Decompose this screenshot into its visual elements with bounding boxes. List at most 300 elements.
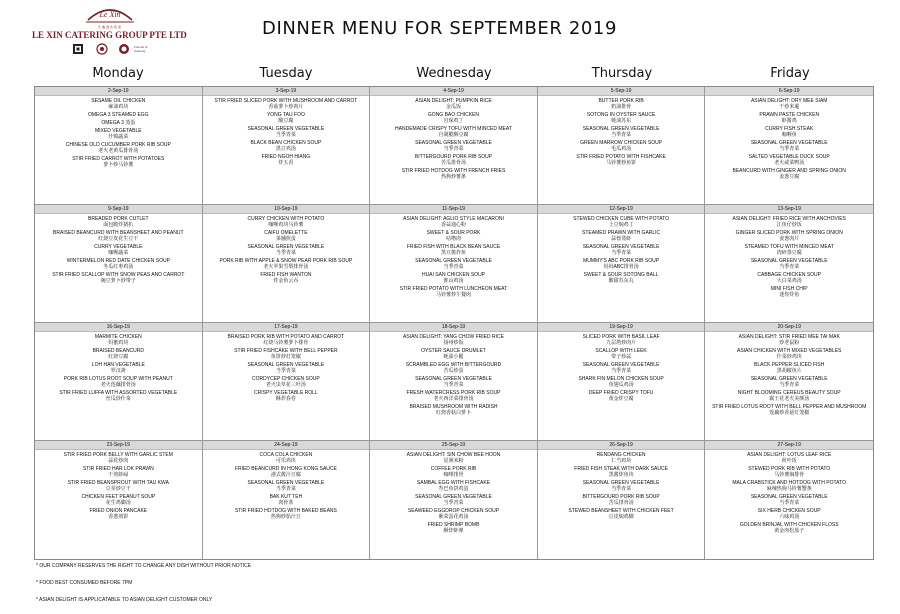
dish-name-english: CURRY CHICKEN WITH POTATO bbox=[247, 216, 325, 222]
dish-item bbox=[705, 388, 873, 402]
dish-item bbox=[370, 520, 537, 534]
dish-name-english: CURRY VEGETABLE bbox=[94, 244, 143, 250]
dish-item bbox=[203, 506, 370, 520]
dish-item bbox=[705, 360, 873, 374]
dish-name-chinese: 香蒜通心粉 bbox=[440, 222, 466, 228]
dish-name-chinese: 萝卜炒马铃薯 bbox=[103, 162, 134, 168]
dish-name-english: SIX HERB CHICKEN SOUP bbox=[757, 508, 821, 514]
dish-item bbox=[538, 346, 705, 360]
dish-name-english: COFFEE PORK RIB bbox=[430, 466, 477, 472]
dish-name-english: CORDYCEP CHICKEN SOUP bbox=[252, 376, 320, 382]
dish-item bbox=[538, 270, 705, 284]
dish-item bbox=[370, 492, 537, 506]
footnote: * ASIAN DELIGHT IS APPLICATABLE TO ASIAN DELIGHT CUSTOMER ONLY bbox=[36, 597, 213, 603]
dish-name-english: STIR FRIED POTATO WITH FISHCAKE bbox=[576, 154, 666, 160]
dish-name-english: FRIED SHRIMP BOMB bbox=[427, 522, 480, 528]
dish-name-chinese: 干炒米暹 bbox=[779, 104, 800, 110]
dish-name-english: BRAISED MUSHROOM WITH RADISH bbox=[409, 404, 498, 410]
dish-item bbox=[705, 256, 873, 270]
dish-name-chinese: 干煎虾碌 bbox=[108, 472, 129, 478]
dish-item bbox=[705, 242, 873, 256]
dish-name-english: STIR FRIED POTATO WITH LUNCHEON MEAT bbox=[399, 286, 508, 292]
dish-item bbox=[370, 360, 537, 374]
dish-name-chinese: 老火老黄瓜排骨汤 bbox=[98, 148, 139, 154]
dish-name-english: ASIAN DELIGHT: LOTUS LEAF RICE bbox=[747, 452, 832, 458]
dish-item bbox=[705, 464, 873, 478]
dish-item bbox=[35, 140, 202, 154]
dish-item bbox=[705, 450, 873, 464]
dish-name-chinese: 苦瓜排骨汤 bbox=[440, 160, 466, 166]
day-header-monday: Monday bbox=[92, 66, 144, 81]
dish-name-chinese: 黄金肉松茄子 bbox=[774, 528, 805, 534]
dish-name-english: SWEET & SOUR PORK bbox=[426, 230, 481, 236]
dish-name-chinese: 黄金炸豆腐 bbox=[608, 396, 634, 402]
dish-item bbox=[705, 492, 873, 506]
dish-name-english: DEEP FRIED CRISPY TOFU bbox=[588, 390, 654, 396]
dish-item bbox=[705, 402, 873, 416]
dish-name-english: STIR FRIED SLICED PORK WITH MUSHROOM AND CARROT bbox=[214, 98, 358, 104]
dish-name-english: OYSTER SAUCE DRUMLET bbox=[421, 348, 486, 354]
dish-name-english: SEASONAL GREEN VEGETABLE bbox=[582, 126, 660, 132]
menu-cell-thursday bbox=[538, 87, 706, 205]
dish-name-english: BITTERGOURD PORK RIB SOUP bbox=[414, 154, 493, 160]
dish-name-english: STEWED CHICKEN CUBE WITH POTATO bbox=[573, 216, 670, 222]
menu-grid bbox=[34, 86, 874, 560]
dish-name-english: FRIED NGOH HIANG bbox=[261, 154, 311, 160]
dish-item bbox=[203, 214, 370, 228]
logo-text: Le Xin bbox=[99, 10, 121, 19]
dish-item bbox=[203, 332, 370, 346]
dish-name-english: SCRAMBLED EGG WITH BITTERGOURD bbox=[405, 362, 502, 368]
dish-name-english: CHINESE OLD CUCUMBER PORK RIB SOUP bbox=[65, 142, 171, 148]
dish-name-english: SHARK FIN MELON CHICKEN SOUP bbox=[578, 376, 664, 382]
dish-item bbox=[35, 374, 202, 388]
dish-item bbox=[370, 256, 537, 270]
dish-item bbox=[370, 214, 537, 228]
dish-name-english: BRAISED BEANCURD WITH BEANSHEET AND PEANUT bbox=[53, 230, 184, 236]
dish-item bbox=[35, 506, 202, 520]
dish-name-chinese: 什锦蔬菜 bbox=[108, 134, 129, 140]
dish-item bbox=[538, 360, 705, 374]
dish-item bbox=[705, 228, 873, 242]
dish-name-chinese: 老火苹果雪梨排骨汤 bbox=[263, 264, 309, 270]
dish-name-chinese: 带子炒蒜 bbox=[611, 354, 632, 360]
dish-item bbox=[35, 478, 202, 492]
menu-date: 19-Sep-19 bbox=[538, 323, 705, 332]
dish-name-english: SEASONAL GREEN VEGETABLE bbox=[750, 258, 828, 264]
dish-item bbox=[705, 374, 873, 388]
dish-item bbox=[370, 478, 537, 492]
menu-cell-friday bbox=[705, 205, 873, 323]
dish-name-chinese: 虾酱鸡 bbox=[781, 118, 797, 124]
dish-item bbox=[705, 166, 873, 180]
dish-item bbox=[538, 332, 705, 346]
dish-item bbox=[538, 464, 705, 478]
dish-item bbox=[370, 124, 537, 138]
dish-name-chinese: 红烧马铃薯萝卜排骨 bbox=[263, 340, 309, 346]
dish-name-chinese: 热狗炒茄汁豆 bbox=[270, 514, 301, 520]
dish-name-english: BITTERGOURD PORK RIB SOUP bbox=[582, 494, 660, 500]
day-header-thursday: Thursday bbox=[591, 66, 653, 81]
dish-name-english: SEASONAL GREEN VEGETABLE bbox=[750, 376, 828, 382]
menu-cell-tuesday bbox=[203, 205, 371, 323]
menu-date: 26-Sep-19 bbox=[538, 441, 705, 450]
dish-item bbox=[538, 110, 705, 124]
dish-name-chinese: 蒜花炒肉 bbox=[108, 458, 129, 464]
dish-name-chinese: 港式酱汁豆腐 bbox=[270, 472, 301, 478]
dish-name-chinese: 宫保鸡丁 bbox=[443, 118, 464, 124]
quality-seal-icon bbox=[118, 43, 130, 55]
dish-name-english: GINGER SLICED PORK WITH SPRING ONION bbox=[735, 230, 843, 236]
dish-name-chinese: 当季青菜 bbox=[611, 368, 632, 374]
dish-name-chinese: 炸金鱼云吞 bbox=[273, 278, 299, 284]
dish-name-english: BLACK PEPPER SLICED FISH bbox=[754, 362, 825, 368]
dish-name-english: FRESH WATERCRESS PORK RIB SOUP bbox=[406, 390, 501, 396]
menu-cell-wednesday bbox=[370, 205, 538, 323]
dish-name-chinese: 当季青菜 bbox=[275, 132, 296, 138]
dish-name-english: STIR FRIED PORK BELLY WITH GARLIC STEM bbox=[63, 452, 173, 458]
dish-name-chinese: 鱼翅瓜鸡汤 bbox=[608, 382, 634, 388]
dish-name-chinese: 酿豆腐 bbox=[278, 118, 294, 124]
dish-name-chinese: 老火莲藕排骨汤 bbox=[100, 382, 136, 388]
dish-name-chinese: 黑胡椒鱼片 bbox=[776, 368, 802, 374]
menu-date: 25-Sep-19 bbox=[370, 441, 537, 450]
dish-item bbox=[538, 492, 705, 506]
dish-name-chinese: 当季青菜 bbox=[611, 250, 632, 256]
dish-item bbox=[35, 464, 202, 478]
dish-name-english: BRAISED BEANCURD bbox=[92, 348, 144, 354]
dish-name-chinese: 鱼饼炒灯笼椒 bbox=[270, 354, 301, 360]
dish-item bbox=[705, 152, 873, 166]
dish-item bbox=[35, 346, 202, 360]
dish-name-english: SEASONAL GREEN VEGETABLE bbox=[582, 244, 660, 250]
dish-name-chinese: 红烧香菇白萝卜 bbox=[435, 410, 471, 416]
dish-item bbox=[370, 464, 537, 478]
dish-item bbox=[370, 152, 537, 166]
dish-name-chinese: 咕噜肉 bbox=[445, 236, 461, 242]
menu-cell-friday bbox=[705, 87, 873, 205]
dish-item bbox=[705, 284, 873, 298]
dish-name-english: SEASONAL GREEN VEGETABLE bbox=[750, 140, 828, 146]
dish-name-english: ASIAN DELIGHT: FRIED RICE WITH ANCHOVIES bbox=[732, 216, 846, 222]
dish-item bbox=[705, 96, 873, 110]
dish-name-chinese: 黑豆鸡汤 bbox=[275, 146, 296, 152]
dish-name-chinese: 酥炸春卷 bbox=[275, 396, 296, 402]
dish-item bbox=[705, 478, 873, 492]
dish-item bbox=[203, 152, 370, 166]
dish-name-english: SEASONAL GREEN VEGETABLE bbox=[415, 376, 492, 382]
dish-item bbox=[705, 110, 873, 124]
day-header-friday: Friday bbox=[770, 66, 810, 81]
menu-cell-monday bbox=[35, 441, 203, 559]
dish-name-chinese: 荷叶饭 bbox=[781, 458, 797, 464]
dish-name-english: PORK RIB WITH APPLE & SNOW PEAR PORK RIB SOUP bbox=[219, 258, 353, 264]
dish-name-chinese: 红烧豆腐 bbox=[108, 354, 129, 360]
dish-name-english: STIR FRIED LUFFA WITH ASSORTED VEGETABLE bbox=[59, 390, 178, 396]
dish-name-chinese: 苦瓜排骨汤 bbox=[608, 500, 634, 506]
page-title: DINNER MENU FOR SEPTEMBER 2019 bbox=[262, 18, 618, 39]
dish-name-chinese: 姜葱豆腐 bbox=[779, 174, 800, 180]
dish-item bbox=[203, 450, 370, 464]
dish-item bbox=[35, 96, 202, 110]
dish-item bbox=[370, 270, 537, 284]
dish-item bbox=[203, 464, 370, 478]
dish-name-chinese: 可乐鸡块 bbox=[275, 458, 296, 464]
dish-item bbox=[370, 242, 537, 256]
footnotes bbox=[36, 563, 636, 614]
dish-item bbox=[538, 138, 705, 152]
dish-name-chinese: 马铃薯焖排骨 bbox=[774, 472, 805, 478]
company-logo-icon bbox=[84, 2, 136, 26]
dish-name-english: ASIAN DELIGHT: PUMPKIN RICE bbox=[415, 98, 492, 104]
dish-name-english: COCA COLA CHICKEN bbox=[259, 452, 313, 458]
dish-name-chinese: 花生鸡脚汤 bbox=[105, 500, 131, 506]
dish-name-chinese: 当季青菜 bbox=[275, 486, 296, 492]
menu-date: 20-Sep-19 bbox=[705, 323, 873, 332]
dish-name-chinese: 紫菜蛋花鸡汤 bbox=[438, 514, 469, 520]
certification-badge-icon bbox=[72, 43, 84, 55]
dish-name-chinese: 蒜蓉蒸虾 bbox=[611, 236, 632, 242]
dish-name-chinese: 豆皮焖鸡脚 bbox=[608, 514, 634, 520]
menu-cell-thursday bbox=[538, 441, 706, 559]
dish-item bbox=[705, 124, 873, 138]
dish-name-chinese: 当季青菜 bbox=[779, 500, 800, 506]
badge-label: Friends of Catering bbox=[134, 45, 148, 53]
dish-name-english: CRISPY VEGETABLE ROLL bbox=[254, 390, 318, 396]
dish-name-chinese: 苦瓜炒蛋 bbox=[443, 368, 464, 374]
dish-name-chinese: 咖喱鸡块马铃薯 bbox=[268, 222, 304, 228]
day-header-wednesday: Wednesday bbox=[416, 66, 492, 81]
dish-name-english: SEAWEED EGGDROP CHICKEN SOUP bbox=[407, 508, 500, 514]
dish-name-english: STIR FRIED HOTDOG WITH BAKED BEANS bbox=[234, 508, 337, 514]
dish-item bbox=[370, 96, 537, 110]
dish-name-english: CHICKEN FEET PEANUT SOUP bbox=[81, 494, 156, 500]
accreditation-badges bbox=[72, 43, 172, 59]
dish-item bbox=[370, 450, 537, 464]
dish-item bbox=[35, 492, 202, 506]
menu-cell-wednesday bbox=[370, 441, 538, 559]
dish-name-english: MINI FISH CHIP bbox=[770, 286, 808, 292]
dish-name-english: MALA CRABSTICK AND HOTDOG WITH POTATO bbox=[732, 480, 846, 486]
dish-name-chinese: 老火西洋菜排骨汤 bbox=[433, 396, 474, 402]
menu-date: 4-Sep-19 bbox=[370, 87, 537, 96]
menu-cell-friday bbox=[705, 323, 873, 441]
menu-cell-wednesday bbox=[370, 87, 538, 205]
menu-date: 9-Sep-19 bbox=[35, 205, 202, 214]
dish-name-english: MARMITE CHICKEN bbox=[94, 334, 142, 340]
dish-name-chinese: 当季青菜 bbox=[443, 146, 464, 152]
dish-name-english: YONG TAU FOO bbox=[266, 112, 305, 118]
dish-item bbox=[35, 242, 202, 256]
dish-name-english: SEASONAL GREEN VEGETABLE bbox=[415, 258, 492, 264]
dish-item bbox=[538, 242, 705, 256]
dish-item bbox=[35, 332, 202, 346]
dish-item bbox=[705, 506, 873, 520]
dish-item bbox=[370, 138, 537, 152]
dish-name-english: GOLDEN BRINJAL WITH CHICKEN FLOSS bbox=[739, 522, 839, 528]
dish-name-english: FRIED FISH STEAK WITH DARK SAUCE bbox=[574, 466, 668, 472]
menu-cell-friday bbox=[705, 441, 873, 559]
dish-name-chinese: 妈妈ABC排骨汤 bbox=[603, 264, 639, 270]
halal-badge-icon bbox=[96, 43, 108, 55]
dish-name-chinese: 香葱煎饼 bbox=[108, 514, 129, 520]
menu-cell-thursday bbox=[538, 205, 706, 323]
dish-name-chinese: 冬瓜红枣鸡汤 bbox=[103, 264, 134, 270]
dish-name-english: PORK RIB LOTUS ROOT SOUP WITH PEANUT bbox=[63, 376, 173, 382]
dish-name-english: SWEET & SOUR SOTONG BALL bbox=[583, 272, 659, 278]
dish-name-chinese: 当季青菜 bbox=[779, 382, 800, 388]
dish-name-english: NIGHT BLOOMING CEREUS BEAUTY SOUP bbox=[737, 390, 841, 396]
dish-item bbox=[370, 228, 537, 242]
dish-name-english: STIR FRIED HAR LOK PRAWN bbox=[82, 466, 154, 472]
dish-name-english: SEASONAL GREEN VEGETABLE bbox=[750, 494, 828, 500]
dish-name-english: FRIED FISH WITH BLACK BEAN SAUCE bbox=[406, 244, 501, 250]
dish-name-english: MIXED VEGETABLE bbox=[95, 128, 142, 134]
dish-item bbox=[705, 270, 873, 284]
menu-date: 23-Sep-19 bbox=[35, 441, 202, 450]
dish-name-english: SAMBAL EGG WITH FISHCAKE bbox=[416, 480, 491, 486]
dish-item bbox=[203, 346, 370, 360]
dish-item bbox=[35, 228, 202, 242]
dish-name-english: BAK KUT TEH bbox=[269, 494, 303, 500]
dish-name-english: FRIED ONION PANCAKE bbox=[89, 508, 148, 514]
dish-item bbox=[203, 242, 370, 256]
dish-item bbox=[538, 256, 705, 270]
dish-item bbox=[538, 450, 705, 464]
menu-cell-monday bbox=[35, 87, 203, 205]
dish-name-english: SALTED VEGETABLE DUCK SOUP bbox=[748, 154, 830, 160]
dish-name-chinese: 自制脆酥豆腐 bbox=[438, 132, 469, 138]
dish-name-english: CABBAGE CHICKEN SOUP bbox=[757, 272, 822, 278]
dish-name-chinese: 当季青菜 bbox=[443, 500, 464, 506]
menu-date: 10-Sep-19 bbox=[203, 205, 370, 214]
menu-date: 16-Sep-19 bbox=[35, 323, 202, 332]
dish-name-chinese: 酸甜苏东丸 bbox=[608, 278, 634, 284]
dish-name-english: LOH HAN VEGETABLE bbox=[91, 362, 145, 368]
dish-item bbox=[538, 214, 705, 228]
dish-name-english: BEANCURD WITH GINGER AND SPRING ONION bbox=[732, 168, 846, 174]
dish-name-chinese: 麻油鸡块 bbox=[108, 104, 129, 110]
dish-name-english: STEAMED PRAWN WITH GARLIC bbox=[582, 230, 661, 236]
dish-name-chinese: 当季青菜 bbox=[779, 146, 800, 152]
dish-name-chinese: 老火虫草花三叶汤 bbox=[265, 382, 306, 388]
menu-cell-thursday bbox=[538, 323, 706, 441]
dish-name-english: ASIAN DELIGHT: YANG CHOW FRIED RICE bbox=[403, 334, 504, 340]
dish-name-english: OMEGA 3 STEAMED EGG bbox=[88, 112, 149, 118]
menu-date: 27-Sep-19 bbox=[705, 441, 873, 450]
dish-name-chinese: 奶油排骨 bbox=[611, 104, 632, 110]
dish-name-chinese: 姜葱肉片 bbox=[779, 236, 800, 242]
menu-cell-monday bbox=[35, 323, 203, 441]
dish-name-english: FRIED FISH WANTON bbox=[260, 272, 312, 278]
dish-name-english: FRIED BEANCURD IN HONG KONG SAUCE bbox=[234, 466, 337, 472]
dish-name-chinese: 老火咸菜鸭汤 bbox=[774, 160, 805, 166]
dish-item bbox=[370, 284, 537, 298]
dish-name-chinese: 当季青菜 bbox=[443, 382, 464, 388]
dish-name-chinese: 肉碎蒸豆腐 bbox=[776, 250, 802, 256]
dish-name-chinese: 蚝油苏东 bbox=[611, 118, 632, 124]
dish-name-chinese: 霸王花老火美颜汤 bbox=[769, 396, 810, 402]
dish-name-chinese: 星洲米粉 bbox=[443, 458, 464, 464]
dish-name-chinese: 什菜炒鸡块 bbox=[776, 354, 802, 360]
dish-item bbox=[370, 166, 537, 180]
dish-item bbox=[35, 256, 202, 270]
menu-cell-wednesday bbox=[370, 323, 538, 441]
dish-item bbox=[35, 450, 202, 464]
logo-chinese-text: 乐鑫餐饮集团 bbox=[97, 25, 122, 29]
menu-cell-tuesday bbox=[203, 441, 371, 559]
menu-cell-monday bbox=[35, 205, 203, 323]
dish-name-chinese: 当季青菜 bbox=[779, 264, 800, 270]
dish-name-chinese: 金瓜饭 bbox=[445, 104, 461, 110]
dish-name-chinese: 咖喱鱼 bbox=[781, 132, 797, 138]
dish-name-english: HANDEMADE CRISPY TOFU WITH MINCED MEAT bbox=[395, 126, 512, 132]
dish-name-english: SEASONAL GREEN VEGETABLE bbox=[247, 126, 325, 132]
dish-name-chinese: 面包脆炸猪扒 bbox=[103, 222, 134, 228]
dish-name-chinese: 肉骨茶 bbox=[278, 500, 294, 506]
menu-date: 6-Sep-19 bbox=[705, 87, 873, 96]
dish-item bbox=[35, 118, 202, 126]
dish-name-chinese: 咖啡排骨 bbox=[443, 472, 464, 478]
footnote: * FOOD BEST CONSUMED BEFORE 7PM bbox=[36, 580, 133, 586]
dish-name-english: STIR FRIED HOTDOG WITH FRENCH FRIES bbox=[401, 168, 506, 174]
dish-name-english: SLICED PORK WITH BASIL LEAF bbox=[582, 334, 660, 340]
dish-name-english: STIR FRIED BEANSPROUT WITH TAU KWA bbox=[67, 480, 169, 486]
dish-item bbox=[538, 388, 705, 402]
company-name: LE XIN CATERING GROUP PTE LTD bbox=[32, 30, 187, 40]
dish-name-english: SEASONAL GREEN VEGETABLE bbox=[582, 362, 660, 368]
menu-date: 5-Sep-19 bbox=[538, 87, 705, 96]
dish-name-chinese: 酥炸虾弹 bbox=[443, 528, 464, 534]
dish-item bbox=[370, 388, 537, 402]
dish-name-english: STEWED PORK RIB WITH POTATO bbox=[748, 466, 831, 472]
dish-name-english: GONG BAO CHICKEN bbox=[427, 112, 480, 118]
dish-name-chinese: 麻辣热狗马铃薯蟹条 bbox=[766, 486, 812, 492]
dish-item bbox=[35, 360, 202, 374]
dish-item bbox=[203, 138, 370, 152]
dish-name-chinese: 江鱼仔炒饭 bbox=[776, 222, 802, 228]
dish-name-english: SEASONAL GREEN VEGETABLE bbox=[247, 362, 325, 368]
dish-name-english: RENDANG CHICKEN bbox=[596, 452, 646, 458]
dish-name-english: SEASONAL GREEN VEGETABLE bbox=[415, 494, 492, 500]
dish-item bbox=[203, 110, 370, 124]
dish-name-english: BUTTER PORK RIB bbox=[598, 98, 644, 104]
dish-name-english: STEWED BEANSHEET WITH CHICKEN FEET bbox=[568, 508, 674, 514]
dish-name-english: CURRY FISH STEAK bbox=[765, 126, 814, 132]
dish-name-chinese: 菜脯煎蛋 bbox=[275, 236, 296, 242]
dish-name-english: WINTERMELON RED DATE CHICKEN SOUP bbox=[66, 258, 170, 264]
dish-name-chinese: 黑酱炸鱼块 bbox=[608, 472, 634, 478]
dish-name-chinese: 马铃薯炒午餐肉 bbox=[435, 292, 471, 298]
dish-name-chinese: 当季青菜 bbox=[611, 486, 632, 492]
dish-name-english: ASIAN DELIGHT: STIR FRIED MEE TAI MAK bbox=[738, 334, 840, 340]
dish-name-chinese: 香菇萝卜炒肉片 bbox=[268, 104, 304, 110]
dish-name-chinese: 黑豆酱炸鱼 bbox=[440, 250, 466, 256]
dish-name-chinese: 叁巴鱼饼鸡蛋 bbox=[438, 486, 469, 492]
dish-item bbox=[35, 110, 202, 118]
menu-date: 13-Sep-19 bbox=[705, 205, 873, 214]
dish-name-chinese: 莲藕炒香菇灯笼椒 bbox=[769, 410, 810, 416]
dish-name-chinese: 豆芽炒豆干 bbox=[105, 486, 131, 492]
dish-item bbox=[538, 506, 705, 520]
dish-item bbox=[370, 506, 537, 520]
dish-name-english: SESAME OIL CHICKEN bbox=[91, 98, 146, 104]
dish-name-chinese: 炸五香 bbox=[278, 160, 294, 166]
dish-item bbox=[203, 228, 370, 242]
day-header-tuesday: Tuesday bbox=[259, 66, 313, 81]
dish-item bbox=[538, 152, 705, 166]
dish-item bbox=[705, 214, 873, 228]
